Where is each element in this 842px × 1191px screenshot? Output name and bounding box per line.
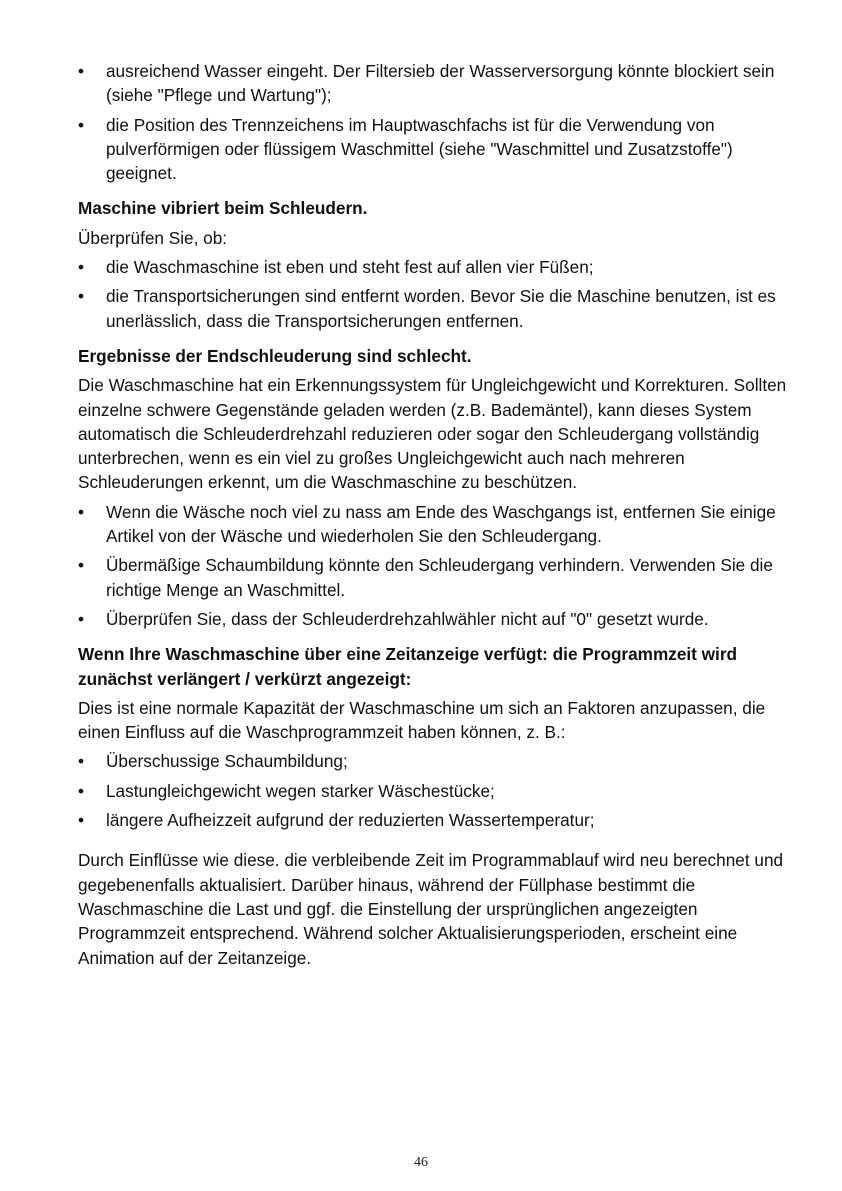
bullet-icon: • [78, 780, 85, 801]
section-heading: Wenn Ihre Waschmaschine über eine Zeitanzeige verfügt: die Programmzeit wird zunächst verlängert / verkürzt angezeigt: [78, 644, 738, 689]
list-item: • die Waschmaschine ist eben und steht fest auf allen vier Füßen; [78, 255, 790, 279]
top-bullet-list [78, 59, 790, 185]
bullet-icon: • [78, 114, 85, 135]
bullet-icon: • [78, 555, 85, 576]
list-item: • ausreichend Wasser eingeht. Der Filtersieb der Wasserversorgung könnte blockiert sein (siehe "Pflege und Wartung"); [78, 61, 775, 106]
bullet-icon: • [78, 608, 85, 629]
section-heading: Maschine vibriert beim Schleudern. [78, 198, 368, 219]
list-item: • Überprüfen Sie, dass der Schleuderdrehzahlwähler nicht auf "0" gesetzt wurde. [78, 607, 790, 631]
closing-paragraph: Durch Einflüsse wie diese. die verbleibende Zeit im Programmablauf wird neu berechnet und gegebenenfalls aktualisiert. Darüber hinaus, während der Füllphase bestimmt die Waschmaschine die Last und ggf. die Einstellung der ursprünglichen angezeigten Programmzeit entsprechend. Während solcher Aktualisierungsperioden, erscheint eine Animation auf der Zeitanzeige. [78, 850, 784, 968]
section-vibration [78, 196, 790, 332]
bullet-list [78, 749, 790, 832]
bullet-icon: • [78, 501, 85, 522]
bullet-icon: • [78, 751, 85, 772]
list-item: • Übermäßige Schaumbildung könnte den Schleudergang verhindern. Verwenden Sie die richtige Menge an Waschmittel. [78, 555, 773, 600]
list-item: • die Position des Trennzeichens im Hauptwaschfachs ist für die Verwendung von pulverförmigen oder flüssigem Waschmittel (siehe "Waschmittel und Zusatzstoffe") geeignet. [78, 114, 733, 184]
list-item: • längere Aufheizzeit aufgrund der reduzierten Wassertemperatur; [78, 808, 790, 832]
bullet-icon: • [78, 810, 85, 831]
list-item: • die Transportsicherungen sind entfernt worden. Bevor Sie die Maschine benutzen, ist es unerlässlich, dass die Transportsicherungen entfernen. [78, 286, 776, 331]
section-spin-results [78, 344, 790, 631]
section-heading: Ergebnisse der Endschleuderung sind schlecht. [78, 345, 472, 366]
section-intro: Überprüfen Sie, ob: [78, 227, 228, 248]
bullet-icon: • [78, 286, 85, 307]
bullet-icon: • [78, 61, 85, 81]
section-intro: Dies ist eine normale Kapazität der Waschmaschine um sich an Faktoren anzupassen, die einen Einfluss auf die Waschprogrammzeit haben können, z. B.: [78, 697, 766, 743]
bullet-list [78, 500, 790, 631]
list-item: • Wenn die Wäsche noch viel zu nass am Ende des Waschgangs ist, entfernen Sie einige Artikel von der Wäsche und wiederholen Sie den Schleudergang. [78, 501, 776, 547]
section-intro: Die Waschmaschine hat ein Erkennungssystem für Ungleichgewicht und Korrekturen. Sollten einzelne schwere Gegenstände geladen werden (z.B. Bademäntel), kann dieses System automatisch die Schleuderdrehzahl reduzieren oder sogar den Schleudergang vollständig unterbrechen, wenn es ein viel zu großes Ungleichgewicht auch nach mehreren Schleuderungen erkennt, um die Waschmaschine zu beschützen. [78, 375, 787, 493]
section-time-display [78, 642, 790, 832]
page-number: 46 [414, 1155, 428, 1170]
list-item: • Überschussige Schaumbildung; [78, 749, 790, 773]
document-body [78, 59, 790, 970]
bullet-icon: • [78, 257, 85, 278]
bullet-list [78, 255, 790, 333]
list-item: • Lastungleichgewicht wegen starker Wäschestücke; [78, 779, 790, 803]
